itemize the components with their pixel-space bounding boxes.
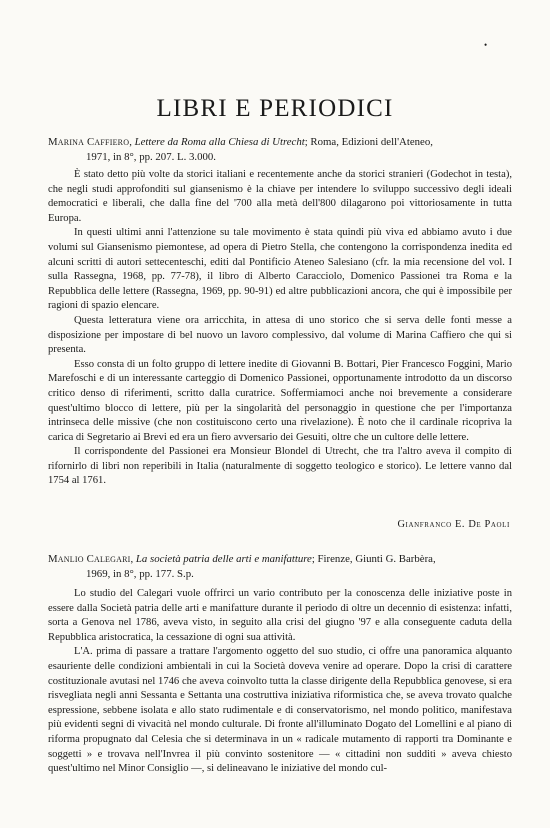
review-1-author: Marina Caffiero [48,136,130,148]
review-2-text [48,587,512,777]
review-2-author: Manlio Calegari [48,553,131,565]
review-1-publisher: ; Roma, Edizioni dell'Ateneo, [304,136,433,148]
review-1-paragraph: È stato detto più volte da storici italiani e recentemente anche da storici stranieri (Godechot in testa), che negli studi approfonditi sul giansenismo è la chiave per intendere lo sviluppo successivo degli ideali democratici e liberali, che dalla fine del '700 alla metà dell'800 dilagarono poi vittoriosamente in tutta Europa. [48,169,512,224]
review-1-text [48,168,512,489]
review-2-edition: 1969, in 8°, pp. 177. S.p. [86,568,194,580]
review-1-citation: Marina Caffiero, Lettere da Roma alla Chiesa di Utrecht; Roma, Edizioni dell'Ateneo, 1971, in 8°, pp. 207. L. 3.000. [48,135,512,165]
review-2-citation: Manlio Calegari, La società patria delle arti e manifatture; Firenze, Giunti G. Barbèra, 1969, in 8°, pp. 177. S.p. [48,552,512,582]
review-1-book-title: Lettere da Roma alla Chiesa di Utrecht [134,136,305,148]
review-2-paragraph: Lo studio del Calegari vuole offrirci un vario contributo per la conoscenza delle iniziative poste in essere dalla Società patria delle arti e manifatture durante il periodo di oltre un decennio di esistenza: infatti, sorta a Genova nel 1786, aveva visto, in seguito alla crisi del giugno '97 e alla conseguente caduta della Repubblica aristocratica, la cessazione di ogni sua attività. [48,588,512,643]
review-1-paragraph: Questa letteratura viene ora arricchita, in attesa di uno storico che si serva delle fonti messe a disposizione per impostare di bel nuovo un lavoro complessivo, dal volume di Marina Caffiero che qui si presenta. [48,314,512,356]
review-2-paragraph: L'A. prima di passare a trattare l'argomento oggetto del suo studio, ci offre una panoramica alquanto esauriente delle condizioni ambientali in cui la Società doveva venire ad operare. Dopo la crisi di carattere costituzionale avutasi nel 1746 che aveva coinvolto tutta la classe dirigente della Repubblica genovese, si era risvegliata negli anni Sessanta e Settanta una costruttiva iniziativa riformistica che, se aveva trovato qualche espressione, sebbene isolata e allo stato rudimentale e di conservatorismo, nel mondo politico, manifestava più evidenti segni di vivacità nel mondo culturale. Di fronte all'illuminato Dogato del Lomellini e al piano di riforma propugnato dal Celesia che si determinava in un « radicale mutamento di rapporti tra Dominante e soggetti » e trovava nell'Invrea il più convinto sostenitore — « cittadini non sudditi » aveva chiesto quest'ultimo nel Minor Consiglio —, si delineavano le iniziative del mondo cul- [48,646,512,775]
review-2-book-title: La società patria delle arti e manifatture [135,553,312,565]
review-1-paragraph: In questi ultimi anni l'attenzione su tale movimento è stata quindi più viva ed abbiamo avuto i due volumi sul Giansenismo piemontese, ad opera di Pietro Stella, che contengono la corrispondenza inedita ed alcuni scritti di autori settecenteschi, editi dal Pontificio Ateneo Salesiano (cfr. la mia recensione del vol. I sulla Rassegna, 1968, pp. 77-78), il libro di Alberto Caracciolo, Domenico Passionei tra Roma e la Repubblica delle lettere (Rassegna, 1969, pp. 90-91) ed altre pubblicazioni ancora, che qui è impossibile per ragioni di spazio elencare. [48,227,512,312]
corner-mark: • [484,40,488,50]
review-2-publisher: ; Firenze, Giunti G. Barbèra, [311,553,436,565]
review-1-paragraph: Il corrispondente del Passionei era Monsieur Blondel di Utrecht, che tra l'altro aveva il compito di rifornirlo di libri non reperibili in Italia (naturalmente di soggetto teologico e storico). Le lettere vanno dal 1754 al 1761. [48,446,512,487]
section-title: LIBRI E PERIODICI [156,94,394,122]
review-1-edition: 1971, in 8°, pp. 207. L. 3.000. [86,151,216,163]
review-1-signature: Gianfranco E. De Paoli [397,519,510,530]
review-1-paragraph: Esso consta di un folto gruppo di lettere inedite di Giovanni B. Bottari, Pier Francesco Foggini, Mario Marefoschi e di un interessante carteggio di Domenico Passionei, opportunamente introdotto da un discorso critico denso di riferimenti, scritto dalla curatrice. Soffermiamoci anche noi brevemente a considerare quest'ultimo blocco di lettere, più per la singolarità del personaggio in questione che per l'importanza intrinseca delle missive (che non costituiscono certo una rivelazione). È noto che il cardinale ricopriva la carica di Segretario ai Brevi ed era un fiero avversario dei Gesuiti, oltre che un cultore delle lettere. [48,358,512,443]
